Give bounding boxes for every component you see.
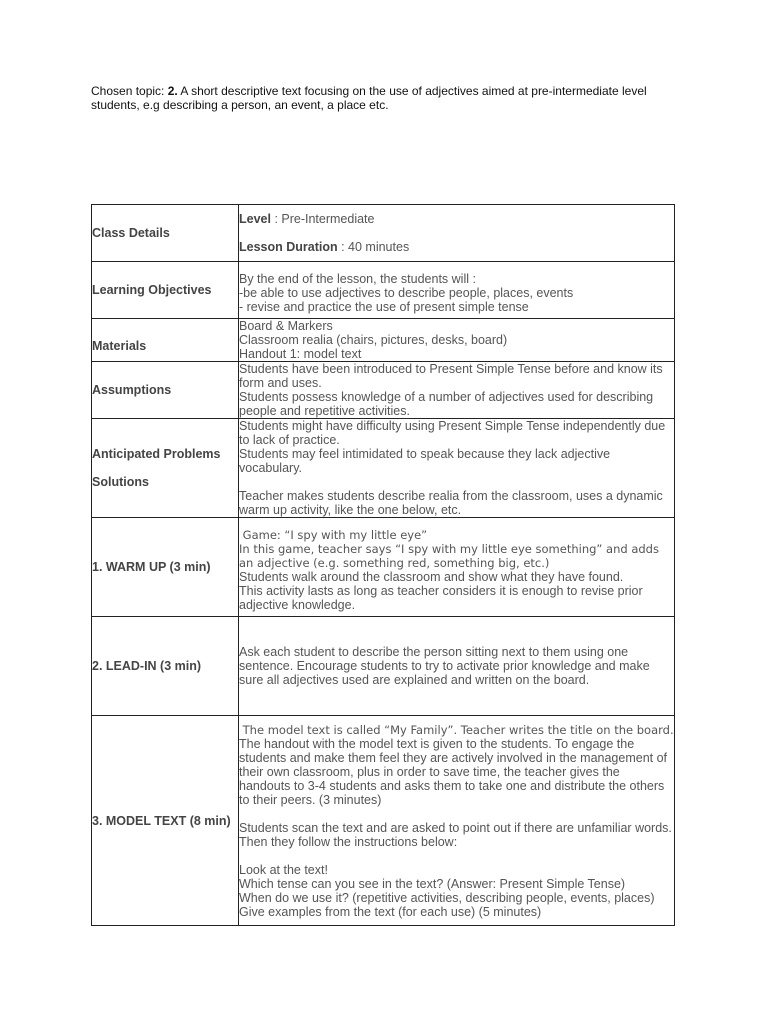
warmup-line-2: In this game, teacher says “I spy with my little eye something” and adds an adjective (e.g. something red, something big, etc.) bbox=[239, 542, 663, 570]
assumptions-line-2: Students possess knowledge of a number of adjectives used for describing people and repetitive activities. bbox=[239, 390, 657, 418]
label-class-details: Class Details bbox=[92, 205, 239, 262]
label-model: 3. MODEL TEXT (8 min) bbox=[92, 716, 239, 926]
label-objectives: Learning Objectives bbox=[92, 262, 239, 319]
duration-key: Lesson Duration bbox=[239, 240, 338, 254]
topic-prefix: Chosen topic: bbox=[91, 84, 168, 98]
label-solutions: Solutions bbox=[92, 475, 149, 489]
topic-text: A short descriptive text focusing on the use of adjectives aimed at pre-intermediate level students, e.g describing a person, an event, a place etc. bbox=[91, 84, 647, 112]
value-model bbox=[239, 716, 675, 926]
warmup-line-3: Students walk around the classroom and show what they have found. bbox=[239, 570, 624, 584]
assumptions-line-1: Students have been introduced to Present Simple Tense before and know its form and uses. bbox=[239, 362, 667, 390]
model-line-1: The model text is called “My Family”. Teacher writes the title on the board. bbox=[239, 722, 674, 737]
leadin-line-1: Ask each student to describe the person sitting next to them using one sentence. Encourage students to try to activate prior knowledge and make sure all adjectives used are explained and written on the board. bbox=[239, 645, 654, 687]
duration-value: : 40 minutes bbox=[337, 240, 410, 254]
label-assumptions: Assumptions bbox=[92, 362, 239, 419]
problems-line-2: Students may feel intimidated to speak because they lack adjective vocabulary. bbox=[239, 447, 614, 475]
model-line-5: Which tense can you see in the text? (Answer: Present Simple Tense) bbox=[239, 876, 626, 891]
row-assumptions bbox=[92, 362, 675, 419]
objectives-line-1: By the end of the lesson, the students will : bbox=[239, 272, 476, 286]
problems-line-1: Students might have difficulty using Present Simple Tense independently due to lack of practice. bbox=[239, 419, 669, 447]
model-line-4: Look at the text! bbox=[239, 862, 328, 877]
row-leadin bbox=[92, 617, 675, 716]
lesson-plan-table bbox=[91, 204, 675, 926]
value-class-details bbox=[239, 205, 675, 262]
problems-line-3: Teacher makes students describe realia from the classroom, uses a dynamic warm up activity, like the one below, etc. bbox=[239, 489, 667, 517]
objectives-line-2: -be able to use adjectives to describe people, places, events bbox=[239, 286, 574, 300]
materials-line-2: Classroom realia (chairs, pictures, desks, board) bbox=[239, 333, 508, 347]
materials-line-3: Handout 1: model text bbox=[239, 347, 362, 361]
label-warmup: 1. WARM UP (3 min) bbox=[92, 518, 239, 617]
row-model bbox=[92, 716, 675, 926]
value-assumptions bbox=[239, 362, 675, 419]
materials-line-1: Board & Markers bbox=[239, 319, 333, 333]
row-warmup bbox=[92, 518, 675, 617]
topic-number: 2. bbox=[167, 84, 178, 98]
model-line-6: When do we use it? (repetitive activities, describing people, events, places) bbox=[239, 890, 655, 905]
row-materials bbox=[92, 319, 675, 362]
label-materials: Materials bbox=[92, 319, 239, 362]
warmup-line-4: This activity lasts as long as teacher considers it is enough to revise prior adjective knowledge. bbox=[239, 584, 647, 612]
label-problems bbox=[92, 419, 239, 518]
level-value: : Pre-Intermediate bbox=[270, 212, 375, 226]
objectives-line-3: - revise and practice the use of present simple tense bbox=[239, 300, 529, 314]
value-objectives bbox=[239, 262, 675, 319]
value-materials bbox=[239, 319, 675, 362]
model-line-2: The handout with the model text is given to the students. To engage the students and make them feel they are actively involved in the management of their own classroom, plus in order to save time, the teacher gives the handouts to 3-4 students and asks them to take one and distribute the others to their peers. (3 minutes) bbox=[239, 736, 671, 807]
value-leadin bbox=[239, 617, 675, 716]
label-leadin: 2. LEAD-IN (3 min) bbox=[92, 617, 239, 716]
label-anticipated-problems: Anticipated Problems bbox=[92, 447, 221, 461]
warmup-line-1: Game: “I spy with my little eye” bbox=[239, 528, 428, 542]
value-warmup bbox=[239, 518, 675, 617]
level-key: Level bbox=[239, 212, 271, 226]
model-line-7: Give examples from the text (for each use) (5 minutes) bbox=[239, 904, 542, 919]
model-line-3: Students scan the text and are asked to point out if there are unfamiliar words. Then they follow the instructions below: bbox=[239, 820, 676, 849]
row-class-details bbox=[92, 205, 675, 262]
row-objectives bbox=[92, 262, 675, 319]
row-problems bbox=[92, 419, 675, 518]
value-problems bbox=[239, 419, 675, 518]
chosen-topic bbox=[91, 84, 681, 112]
